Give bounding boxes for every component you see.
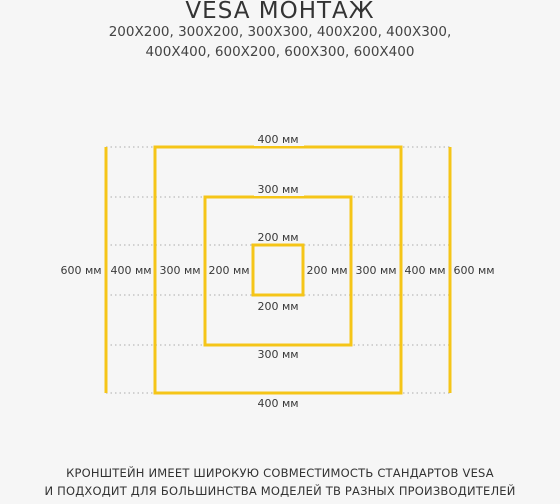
label-bottom-300: 300 мм [257, 348, 299, 361]
page-title: VESA МОНТАЖ [185, 0, 375, 24]
label-top-200: 200 мм [257, 231, 299, 244]
label-left-600: 600 мм [60, 264, 102, 277]
label-bottom-200: 200 мм [257, 300, 299, 313]
label-right-200: 200 мм [306, 264, 348, 277]
footer-line-1: КРОНШТЕЙН ИМЕЕТ ШИРОКУЮ СОВМЕСТИМОСТЬ СТАНДАРТОВ VESA [66, 466, 494, 480]
footer-line-2: И ПОДХОДИТ ДЛЯ БОЛЬШИНСТВА МОДЕЛЕЙ ТВ РАЗНЫХ ПРОИЗВОДИТЕЛЕЙ [44, 484, 516, 498]
vesa-formats-line-1: 200X200, 300X200, 300X300, 400X200, 400X300, [108, 24, 452, 40]
vesa-formats-line-2: 400X400, 600X200, 600X300, 600X400 [145, 44, 415, 60]
label-bottom-400: 400 мм [257, 397, 299, 410]
label-right-600: 600 мм [453, 264, 495, 277]
label-right-300: 300 мм [355, 264, 397, 277]
label-left-300: 300 мм [159, 264, 201, 277]
top-labels [254, 132, 304, 244]
label-right-400: 400 мм [404, 264, 446, 277]
label-left-200: 200 мм [208, 264, 250, 277]
label-top-300: 300 мм [257, 183, 299, 196]
frame-200 [253, 245, 303, 295]
label-top-400: 400 мм [257, 133, 299, 146]
label-left-400: 400 мм [110, 264, 152, 277]
